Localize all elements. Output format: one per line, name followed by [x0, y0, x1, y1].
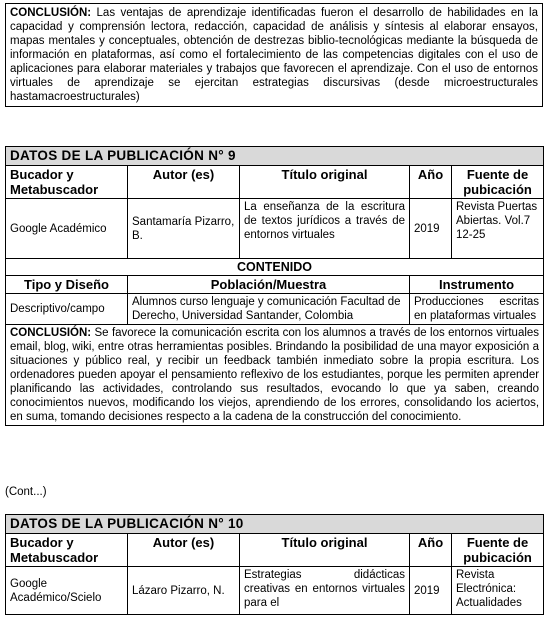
contenido-header: CONTENIDO [6, 259, 544, 276]
column-header-autor: Autor (es) [128, 534, 240, 567]
cell-buscador: Google Académico/Scielo [6, 567, 128, 615]
conclusion-text: Se favorece la comunicación escrita con los alumnos a través de los entornos virtuales email, blog, wiki, entre otras herramientas posibles. Brindando la posibilidad de una mayor exposición a situaciones y público real, y recibir un feedback también inmediato sobre la propia escritura. Los ordenadores pueden apoyar el pensamiento reflexivo de los estudiantes, porque les permiten aprender planificando las actividades, controlando sus resultados, evocando lo que ya saben, creando conocimientos nuevos, modificando los viejos, aprendiendo de los errores, consolidando los aciertos, en suma, tomando decisiones respecto a la cadena de la construcción del conocimiento. [10, 327, 540, 423]
column-header-fuente: Fuente de pubicación [452, 166, 544, 199]
column-header-buscador: Bucador y Metabuscador [6, 534, 128, 567]
publication-8-conclusion-table [5, 3, 543, 107]
cell-anio: 2019 [410, 199, 452, 259]
cell-tipo: Descriptivo/campo [6, 294, 128, 325]
conclusion-label: CONCLUSIÓN: [10, 7, 92, 19]
cell-titulo: La enseñanza de la escritura de textos jurídicos a través de entornos virtuales [240, 199, 410, 259]
publication-9-header: DATOS DE LA PUBLICACIÓN N° 9 [6, 147, 544, 166]
column-header-titulo: Título original [240, 534, 410, 567]
publication-10-header: DATOS DE LA PUBLICACIÓN N° 10 [6, 515, 544, 534]
column-header-anio: Año [410, 166, 452, 199]
publication-10-table [5, 514, 544, 615]
cell-fuente: Revista Puertas Abiertas. Vol.7 12-25 [452, 199, 544, 259]
cell-autor: Santamaría Pizarro, B. [128, 199, 240, 259]
conclusion-text: Las ventajas de aprendizaje identificadas fueron el desarrollo de habilidades en la capacidad y comprensión lectora, redacción, capacidad de análisis y síntesis al elaborar ensayos, mapas mentales y conceptuales, obtención de destrezas biblio-tecnológicas mediante la búsqueda de información en plataformas, así como el fortalecimiento de las competencias digitales con el uso de aplicaciones para elaborar materiales y trabajos que favorecen el aprendizaje. Con el uso de entornos virtuales de aprendizaje se ejercitan estrategias discursivas (desde microestructurales hastamacroestructurales) [10, 7, 538, 103]
cell-instrumento: Producciones escritas en plataformas virtuales [410, 294, 544, 325]
cell-fuente: Revista Electrónica: Actualidades [452, 567, 544, 615]
cell-titulo: Estrategias didácticas creativas en entornos virtuales para el [240, 567, 410, 615]
conclusion-cell [6, 325, 544, 426]
column-header-titulo: Título original [240, 166, 410, 199]
column-header-autor: Autor (es) [128, 166, 240, 199]
column-header-fuente: Fuente de pubicación [452, 534, 544, 567]
continuation-note: (Cont...) [5, 486, 47, 498]
cell-buscador: Google Académico [6, 199, 128, 259]
column-header-instrumento: Instrumento [410, 276, 544, 294]
publication-9-table [5, 146, 544, 426]
cell-poblacion: Alumnos curso lenguaje y comunicación Facultad de Derecho, Universidad Santander, Colombia [128, 294, 410, 325]
cell-anio: 2019 [410, 567, 452, 615]
cell-autor: Lázaro Pizarro, N. [128, 567, 240, 615]
conclusion-label: CONCLUSIÓN: [10, 327, 92, 339]
column-header-buscador: Bucador y Metabuscador [6, 166, 128, 199]
column-header-anio: Año [410, 534, 452, 567]
column-header-poblacion: Población/Muestra [128, 276, 410, 294]
column-header-tipo: Tipo y Diseño [6, 276, 128, 294]
conclusion-cell [6, 4, 543, 107]
